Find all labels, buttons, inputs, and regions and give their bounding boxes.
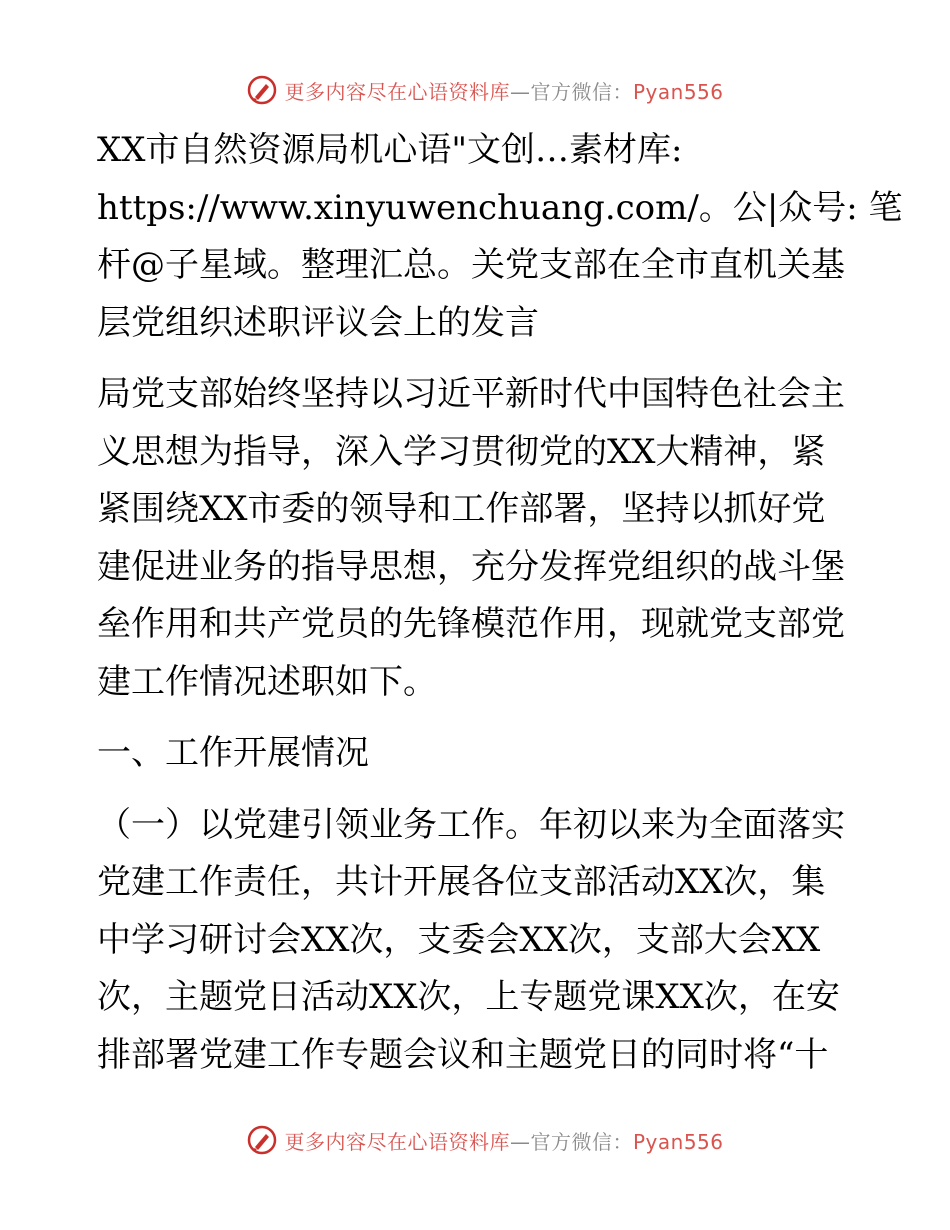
section-heading: 一、工作开展情况 <box>97 733 369 773</box>
banner-separator-text-bottom: —官方微信： <box>509 1129 633 1154</box>
paragraph-section-1: （一）以党建引领业务工作。年初以来为全面落实党建工作责任，共计开展各位支部活动XX次，集中学习研讨会XX次，支委会XX次，支部大会XX次，主题党日活动XX次，上专题党课XX次，在安排部署党建工作专题会议和主题党日的同时将“十 <box>97 804 845 1075</box>
banner-content-bottom <box>246 1124 723 1156</box>
header-banner <box>0 70 950 110</box>
banner-text <box>284 76 723 105</box>
pen-logo-icon <box>246 1124 278 1156</box>
banner-main-text-bottom: 更多内容尽在心语资料库 <box>284 1129 510 1154</box>
paragraph-intro: 局党支部始终坚持以习近平新时代中国特色社会主义思想为指导，深入学习贯彻党的XX大精神，紧紧围绕XX市委的领导和工作部署，坚持以抓好党建促进业务的指导思想，充分发挥党组织的战斗堡垒作用和共产党员的先锋模范作用，现就党支部党建工作情况述职如下。 <box>97 374 845 702</box>
title-line-2: https://www.xinyuwenchuang.com/。公|众号: 笔 <box>97 187 903 228</box>
banner-main-text: 更多内容尽在心语资料库 <box>284 79 510 104</box>
banner-content <box>246 74 723 106</box>
title-line-3: 杆@子星域。整理汇总。关党支部在全市直机关基 <box>97 245 845 285</box>
banner-account-text-bottom: Pyan556 <box>632 1129 724 1154</box>
footer-banner <box>0 1120 950 1160</box>
pen-logo-icon <box>246 74 278 106</box>
banner-account-text: Pyan556 <box>632 79 724 104</box>
title-line-4: 层党组织述职评议会上的发言 <box>97 302 539 343</box>
banner-text-bottom <box>284 1126 723 1155</box>
title-line-1: XX市自然资源局机心语"文创…素材库: <box>97 130 683 170</box>
banner-separator-text: —官方微信： <box>509 79 633 104</box>
document-body <box>97 122 903 1084</box>
